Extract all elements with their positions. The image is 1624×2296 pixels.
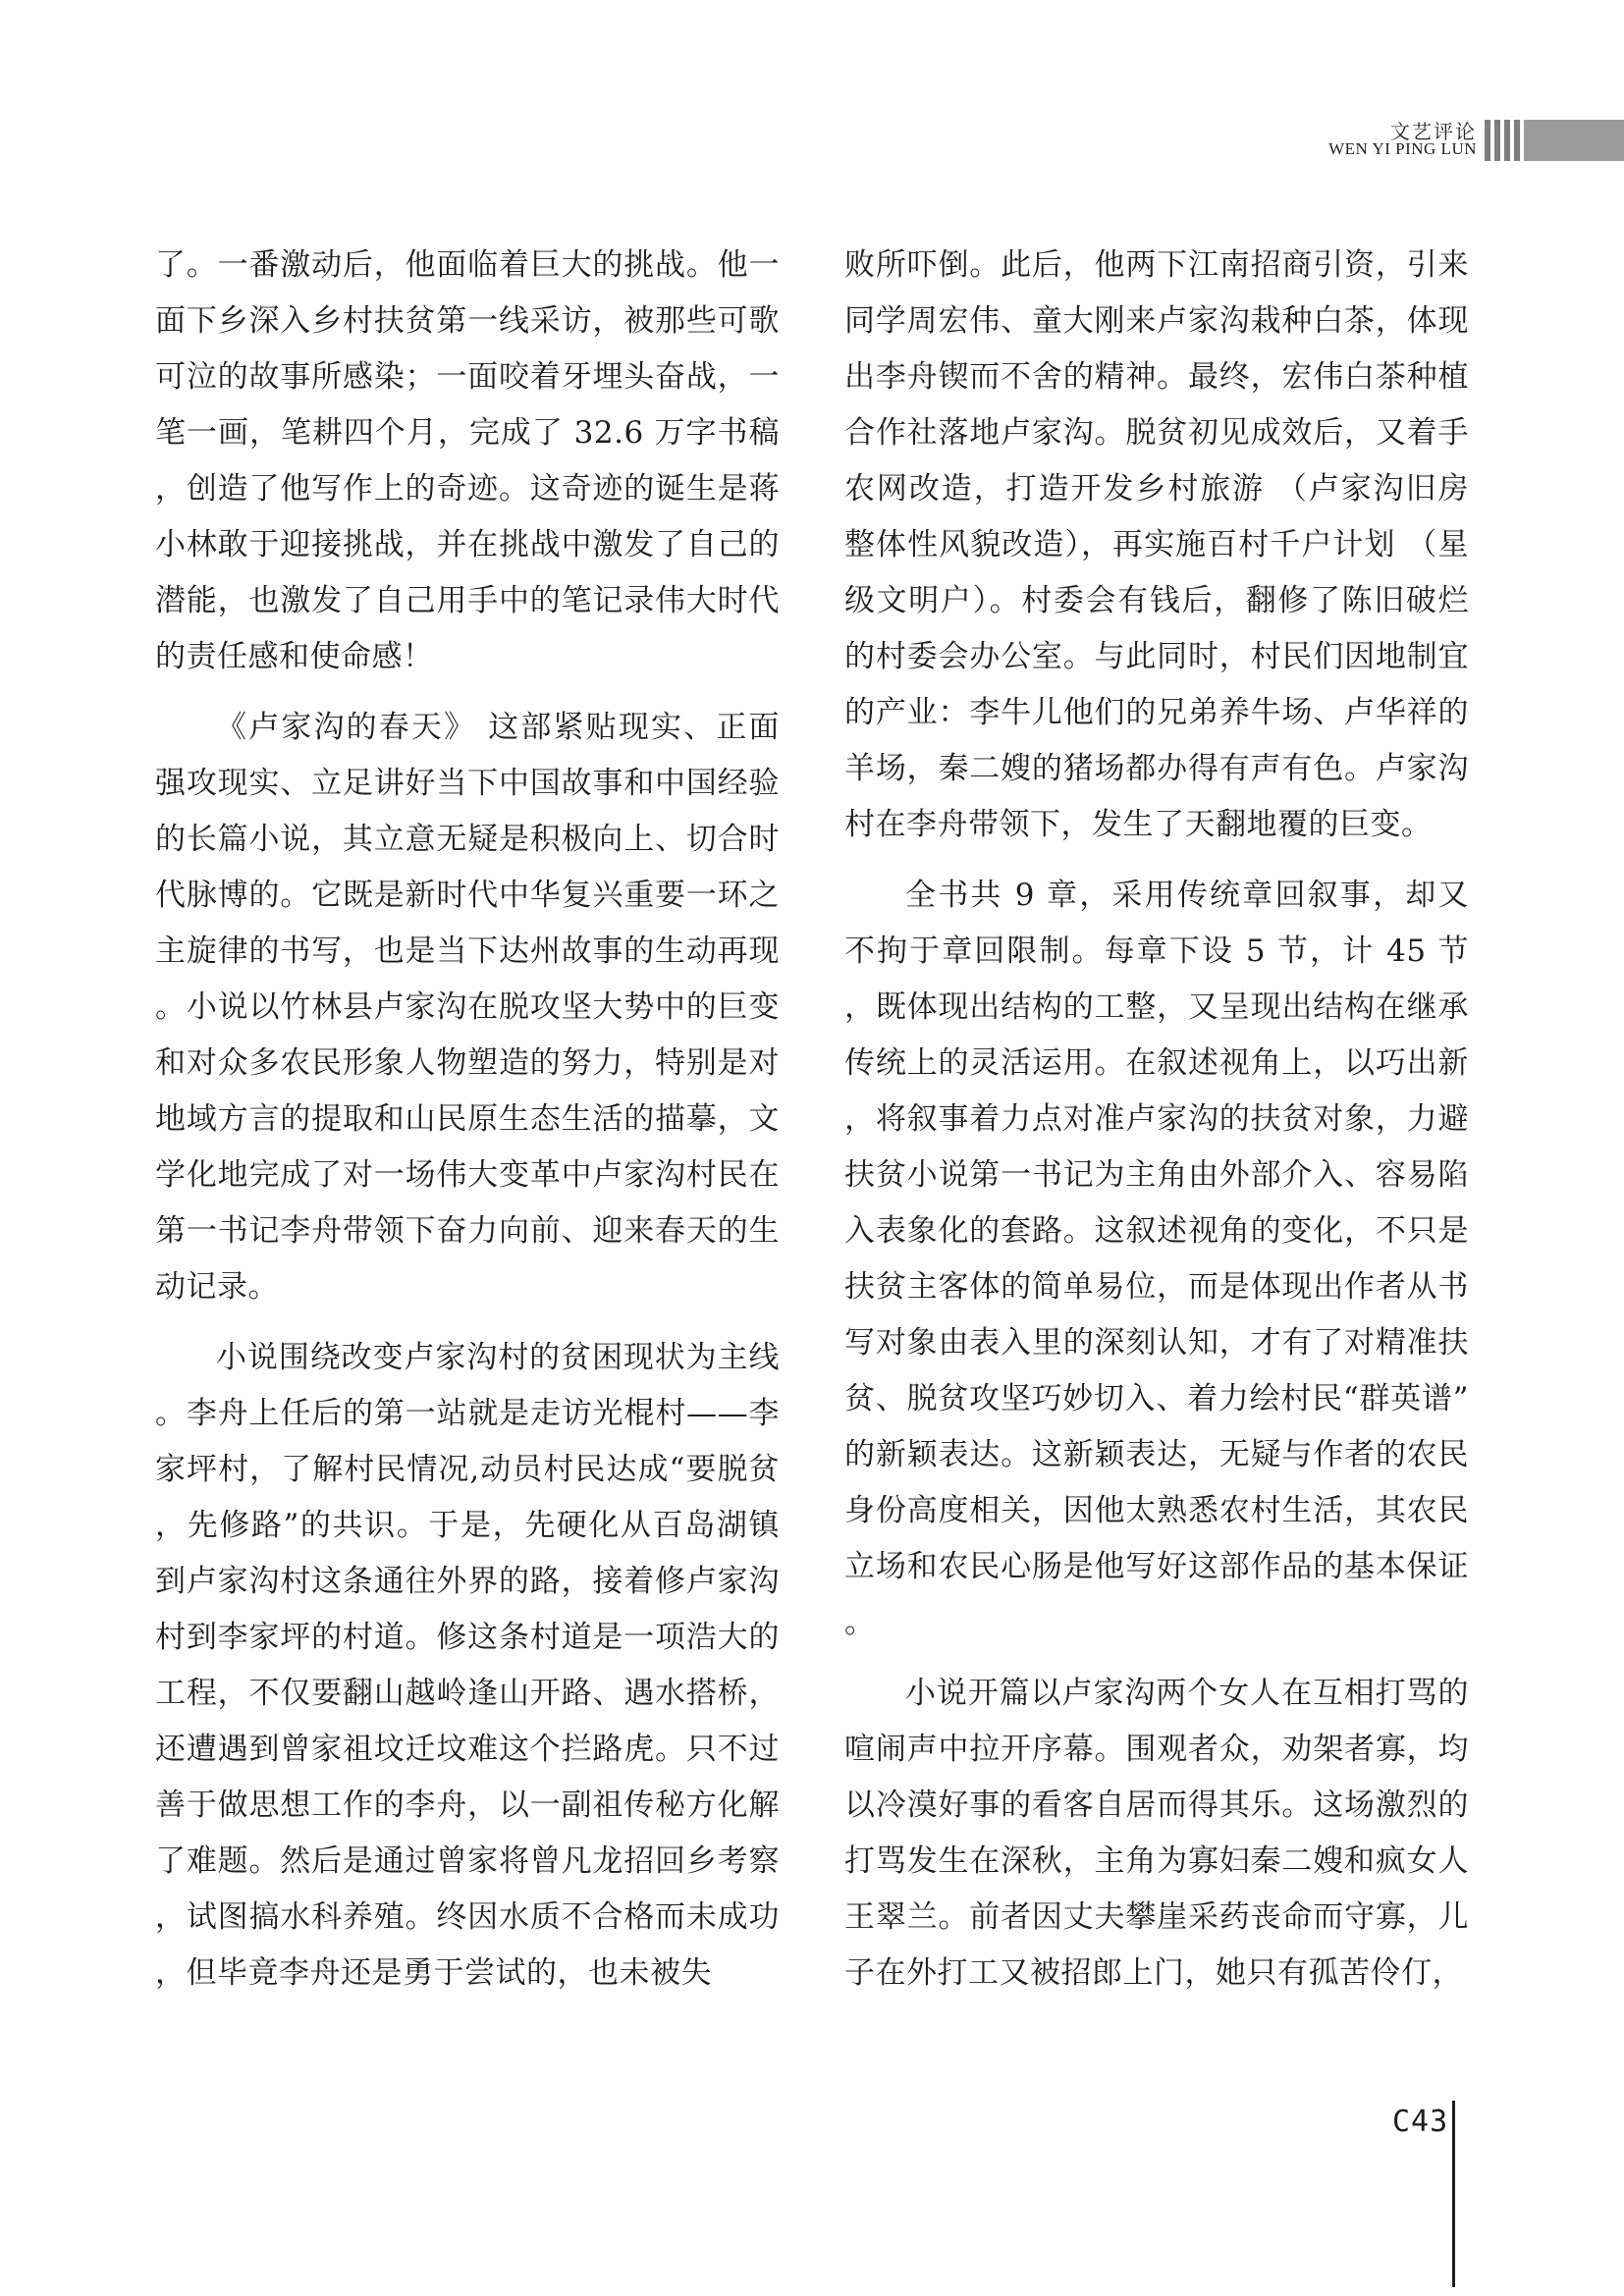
running-header [1221,116,1477,165]
header-bar [1485,120,1490,161]
paragraph: 小说开篇以卢家沟两个女人在互相打骂的喧闹声中拉开序幕。围观者众，劝架者寡，均以冷漠好事的看客自居而得其乐。这场激烈的打骂发生在深秋，主角为寡妇秦二嫂和疯女人王翠兰。前者因丈夫攀崖采药丧命而守寡，儿子在外打工又被招郎上门，她只有孤苦伶仃， [844,1676,1469,1991]
right-column [844,238,1469,2201]
page-number-rule [1452,2101,1455,2287]
paragraph: 小说围绕改变卢家沟村的贫困现状为主线。李舟上任后的第一站就是走访光棍村——李家坪村，了解村民情况,动员村民达成“要脱贫，先修路”的共识。于是，先硬化从百岛湖镇到卢家沟村这条通往外界的路，接着修卢家沟村到李家坪的村道。修这条村道是一项浩大的工程，不仅要翻山越岭逢山开路、遇水搭桥，还遭遇到曾家祖坟迁坟难这个拦路虎。只不过善于做思想工作的李舟，以一副祖传秘方化解了难题。然后是通过曾家将曾凡龙招回乡考察，试图搞水科养殖。终因水质不合格而未成功，但毕竟李舟还是勇于尝试的，也未被失 [155,1340,780,1991]
left-column [155,238,780,2201]
header-gray-block [1524,120,1624,161]
paragraph: 《卢家沟的春天》 这部紧贴现实、正面强攻现实、立足讲好当下中国故事和中国经验的长篇小说，其立意无疑是积极向上、切合时代脉博的。它既是新时代中华复兴重要一环之主旋律的书写，也是当下达州故事的生动再现。小说以竹林县卢家沟在脱攻坚大势中的巨变和对众多农民形象人物塑造的努力，特别是对地域方言的提取和山民原生态生活的描摹，文学化地完成了对一场伟大变革中卢家沟村民在第一书记李舟带领下奋力向前、迎来春天的生动记录。 [155,710,780,1305]
paragraph: 了。一番激动后，他面临着巨大的挑战。他一面下乡深入乡村扶贫第一线采访，被那些可歌可泣的故事所感染；一面咬着牙埋头奋战，一笔一画，笔耕四个月，完成了 32.6 万字书稿，创造了他写作上的奇迹。这奇迹的诞生是蒋小林敢于迎接挑战，并在挑战中激发了自己的潜能，也激发了自己用手中的笔记录伟大时代的责任感和使命感！ [155,247,780,674]
header-bar [1514,120,1520,161]
header-bar [1504,120,1510,161]
header-decoration-bars [1485,120,1624,161]
paragraph: 全书共 9 章，采用传统章回叙事，却又不拘于章回限制。每章下设 5 节，计 45 节，既体现出结构的工整，又呈现出结构在继承传统上的灵活运用。在叙述视角上，以巧出新，将叙事着力点对准卢家沟的扶贫对象，力避扶贫小说第一书记为主角由外部介入、容易陷入表象化的套路。这叙述视角的变化，不只是扶贫主客体的简单易位，而是体现出作者从书写对象由表入里的深刻认知，才有了对精准扶贫、脱贫攻坚巧妙切入、着力绘村民“群英谱”的新颖表达。这新颖表达，无疑与作者的农民身份高度相关，因他太熟悉农村生活，其农民立场和农民心肠是他写好这部作品的基本保证。 [844,878,1469,1640]
paragraph: 败所吓倒。此后，他两下江南招商引资，引来同学周宏伟、童大刚来卢家沟栽种白茶，体现出李舟锲而不舍的精神。最终，宏伟白茶种植合作社落地卢家沟。脱贫初见成效后，又着手农网改造，打造开发乡村旅游 （卢家沟旧房整体性风貌改造），再实施百村千户计划 （星级文明户）。村委会有钱后，翻修了陈旧破烂的村委会办公室。与此同时，村民们因地制宜的产业：李牛儿他们的兄弟养牛场、卢华祥的羊场，秦二嫂的猪场都办得有声有色。卢家沟村在李舟带领下，发生了天翻地覆的巨变。 [844,247,1469,842]
section-title-en: WEN YI PING LUN [1328,139,1477,158]
header-bar [1494,120,1500,161]
page-number: C43 [1392,2105,1449,2139]
section-title-cn: 文艺评论 [1390,120,1477,143]
